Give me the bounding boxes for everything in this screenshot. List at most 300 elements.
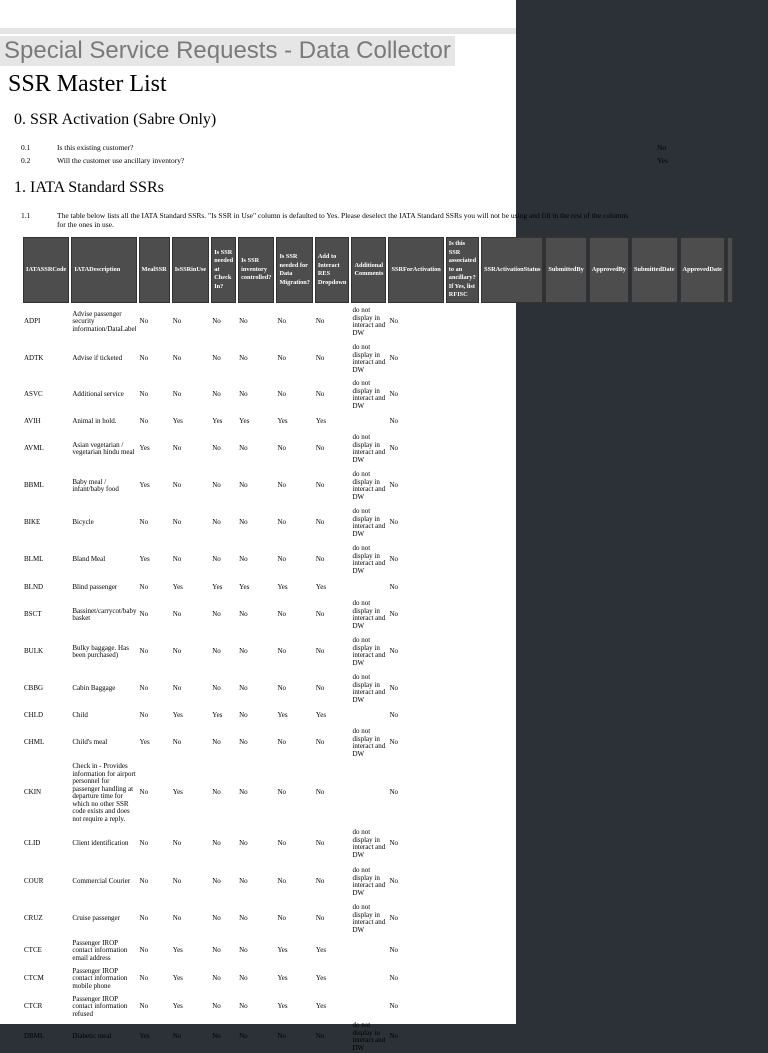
migration-cell[interactable]: No [277,839,286,848]
empty-cell[interactable] [631,377,678,413]
in-use-cell[interactable]: No [172,555,182,564]
empty-cell[interactable] [589,413,629,431]
column-header[interactable]: MealSSR [139,237,170,303]
empty-cell[interactable] [481,341,543,377]
migration-cell[interactable]: No [277,738,286,747]
empty-cell[interactable] [446,965,479,993]
interact-dropdown-cell[interactable]: No [315,555,325,564]
empty-cell[interactable] [545,505,586,541]
empty-cell[interactable] [727,633,733,671]
in-use-cell[interactable]: Yes [172,946,183,955]
empty-cell[interactable] [446,505,479,541]
meal-ssr-cell[interactable]: No [139,583,149,592]
empty-cell[interactable] [481,901,543,937]
empty-cell[interactable] [680,467,725,505]
empty-cell[interactable] [481,761,543,825]
migration-cell[interactable]: No [277,354,286,363]
empty-cell[interactable] [727,541,733,579]
empty-cell[interactable] [680,377,725,413]
interact-dropdown-cell[interactable]: No [315,444,325,453]
empty-cell[interactable] [589,579,629,597]
inventory-cell[interactable]: Yes [239,417,250,426]
comments-cell[interactable]: do not display in interact and DW [352,727,386,758]
empty-cell[interactable] [481,707,543,725]
empty-cell[interactable] [727,965,733,993]
column-header[interactable]: ApprovedDate [680,237,725,303]
inventory-cell[interactable]: No [239,354,248,363]
in-use-cell[interactable]: No [172,877,182,886]
inventory-cell[interactable]: No [239,390,248,399]
empty-cell[interactable] [446,671,479,707]
migration-cell[interactable]: No [277,444,286,453]
column-header[interactable]: Is SSR inventory controlled? [238,237,274,303]
empty-cell[interactable] [589,431,629,467]
interact-dropdown-cell[interactable]: Yes [315,946,327,955]
in-use-cell[interactable]: No [172,444,182,453]
inventory-cell[interactable]: No [239,444,248,453]
check-in-cell[interactable]: No [212,444,221,453]
inventory-cell[interactable]: No [239,317,248,326]
comments-cell[interactable] [351,993,386,1021]
inventory-cell[interactable]: No [239,839,248,848]
empty-cell[interactable] [589,541,629,579]
empty-cell[interactable] [680,541,725,579]
empty-cell[interactable] [589,633,629,671]
empty-cell[interactable] [680,937,725,965]
empty-cell[interactable] [631,633,678,671]
empty-cell[interactable] [589,377,629,413]
empty-cell[interactable] [545,863,586,901]
check-in-cell[interactable]: No [212,788,221,797]
interact-dropdown-cell[interactable]: No [315,738,325,747]
empty-cell[interactable] [545,341,586,377]
empty-cell[interactable] [727,761,733,825]
check-in-cell[interactable]: Yes [212,711,223,720]
empty-cell[interactable] [446,413,479,431]
empty-cell[interactable] [446,725,479,761]
meal-ssr-cell[interactable]: No [139,610,149,619]
in-use-cell[interactable]: No [172,738,182,747]
migration-cell[interactable]: No [277,518,286,527]
empty-cell[interactable] [545,431,586,467]
in-use-cell[interactable]: Yes [172,788,183,797]
inventory-cell[interactable]: No [239,877,248,886]
meal-ssr-cell[interactable]: Yes [139,481,150,490]
empty-cell[interactable] [481,1021,543,1053]
in-use-cell[interactable]: No [172,914,182,923]
empty-cell[interactable] [727,341,733,377]
empty-cell[interactable] [545,707,586,725]
meal-ssr-cell[interactable]: No [139,839,149,848]
column-header[interactable]: ApprovedBy [589,237,629,303]
empty-cell[interactable] [589,597,629,633]
empty-cell[interactable] [680,597,725,633]
empty-cell[interactable] [446,431,479,467]
migration-cell[interactable]: Yes [277,1002,288,1011]
meal-ssr-cell[interactable]: No [139,684,149,693]
migration-cell[interactable]: Yes [277,711,288,720]
empty-cell[interactable] [589,901,629,937]
inventory-cell[interactable]: No [239,1032,248,1041]
empty-cell[interactable] [631,725,678,761]
check-in-cell[interactable]: No [212,555,221,564]
inventory-cell[interactable]: No [239,518,248,527]
empty-cell[interactable] [446,707,479,725]
meal-ssr-cell[interactable]: No [139,317,149,326]
meal-ssr-cell[interactable]: No [139,711,149,720]
empty-cell[interactable] [631,825,678,863]
empty-cell[interactable] [589,505,629,541]
empty-cell[interactable] [481,965,543,993]
comments-cell[interactable] [351,761,386,825]
empty-cell[interactable] [481,863,543,901]
column-header[interactable]: IATASSRCode [23,237,69,303]
empty-cell[interactable] [631,671,678,707]
empty-cell[interactable] [680,579,725,597]
column-header[interactable]: SSRActivationStatus [481,237,543,303]
in-use-cell[interactable]: No [172,839,182,848]
comments-cell[interactable]: do not display in interact and DW [352,636,386,667]
inventory-cell[interactable]: No [239,610,248,619]
column-header[interactable]: Add to Interact RES Dropdown [315,237,350,303]
empty-cell[interactable] [446,825,479,863]
inventory-cell[interactable]: No [239,711,248,720]
empty-cell[interactable] [589,1021,629,1053]
empty-cell[interactable] [481,633,543,671]
empty-cell[interactable] [727,937,733,965]
meal-ssr-cell[interactable]: Yes [139,1032,150,1041]
empty-cell[interactable] [631,413,678,431]
empty-cell[interactable] [589,707,629,725]
activation-cell[interactable]: No [389,317,399,326]
meal-ssr-cell[interactable]: No [139,946,149,955]
empty-cell[interactable] [727,901,733,937]
check-in-cell[interactable]: No [212,481,221,490]
column-header[interactable]: IsSSRinUse [172,237,210,303]
question-answer-dropdown[interactable]: Yes [657,156,668,165]
empty-cell[interactable] [545,901,586,937]
in-use-cell[interactable]: No [172,518,182,527]
check-in-cell[interactable]: No [212,354,221,363]
inventory-cell[interactable]: No [239,788,248,797]
empty-cell[interactable] [481,937,543,965]
empty-cell[interactable] [545,303,586,341]
activation-cell[interactable]: No [389,914,399,923]
column-header[interactable]: Additional Comments [351,237,386,303]
check-in-cell[interactable]: No [212,914,221,923]
activation-cell[interactable]: No [389,390,399,399]
meal-ssr-cell[interactable]: No [139,390,149,399]
empty-cell[interactable] [727,863,733,901]
activation-cell[interactable]: No [389,518,399,527]
check-in-cell[interactable]: No [212,390,221,399]
check-in-cell[interactable]: No [212,1032,221,1041]
empty-cell[interactable] [680,633,725,671]
activation-cell[interactable]: No [389,647,399,656]
column-header[interactable]: IATADescription [71,237,136,303]
empty-cell[interactable] [680,993,725,1021]
empty-cell[interactable] [589,937,629,965]
column-header[interactable]: Is SSR needed for Data Migration? [276,237,312,303]
interact-dropdown-cell[interactable]: Yes [315,417,327,426]
comments-cell[interactable]: do not display in interact and DW [352,1021,386,1052]
empty-cell[interactable] [727,413,733,431]
empty-cell[interactable] [446,341,479,377]
interact-dropdown-cell[interactable]: No [315,390,325,399]
empty-cell[interactable] [446,761,479,825]
empty-cell[interactable] [727,505,733,541]
empty-cell[interactable] [545,467,586,505]
migration-cell[interactable]: No [277,1032,286,1041]
empty-cell[interactable] [589,863,629,901]
check-in-cell[interactable]: No [212,877,221,886]
activation-cell[interactable]: No [389,354,399,363]
empty-cell[interactable] [727,431,733,467]
activation-cell[interactable]: No [389,610,399,619]
empty-cell[interactable] [545,993,586,1021]
empty-cell[interactable] [631,901,678,937]
comments-cell[interactable]: do not display in interact and DW [352,507,386,538]
empty-cell[interactable] [545,413,586,431]
in-use-cell[interactable]: Yes [172,583,183,592]
activation-cell[interactable]: No [389,481,399,490]
interact-dropdown-cell[interactable]: No [315,518,325,527]
interact-dropdown-cell[interactable]: Yes [315,1002,327,1011]
activation-cell[interactable]: No [389,877,399,886]
empty-cell[interactable] [481,725,543,761]
meal-ssr-cell[interactable]: No [139,974,149,983]
empty-cell[interactable] [446,377,479,413]
interact-dropdown-cell[interactable]: No [315,1032,325,1041]
empty-cell[interactable] [589,993,629,1021]
check-in-cell[interactable]: No [212,974,221,983]
empty-cell[interactable] [631,579,678,597]
interact-dropdown-cell[interactable]: No [315,354,325,363]
inventory-cell[interactable]: No [239,974,248,983]
empty-cell[interactable] [631,993,678,1021]
empty-cell[interactable] [446,467,479,505]
empty-cell[interactable] [680,825,725,863]
interact-dropdown-cell[interactable]: No [315,914,325,923]
empty-cell[interactable] [446,633,479,671]
empty-cell[interactable] [446,863,479,901]
meal-ssr-cell[interactable]: Yes [139,444,150,453]
empty-cell[interactable] [446,901,479,937]
empty-cell[interactable] [589,725,629,761]
empty-cell[interactable] [589,761,629,825]
in-use-cell[interactable]: Yes [172,417,183,426]
migration-cell[interactable]: Yes [277,417,288,426]
question-answer-dropdown[interactable]: No [657,143,667,152]
empty-cell[interactable] [727,825,733,863]
migration-cell[interactable]: No [277,481,286,490]
comments-cell[interactable]: do not display in interact and DW [352,306,386,337]
empty-cell[interactable] [680,341,725,377]
empty-cell[interactable] [589,825,629,863]
empty-cell[interactable] [680,431,725,467]
activation-cell[interactable]: No [389,583,399,592]
activation-cell[interactable]: No [389,417,399,426]
interact-dropdown-cell[interactable]: No [315,684,325,693]
in-use-cell[interactable]: No [172,610,182,619]
migration-cell[interactable]: No [277,317,286,326]
empty-cell[interactable] [589,341,629,377]
empty-cell[interactable] [680,1021,725,1053]
empty-cell[interactable] [481,597,543,633]
check-in-cell[interactable]: No [212,1002,221,1011]
empty-cell[interactable] [446,579,479,597]
column-header[interactable]: Is this SSR associated to an ancillary? If Yes, list RFISC [446,237,479,303]
empty-cell[interactable] [631,965,678,993]
migration-cell[interactable]: Yes [277,974,288,983]
activation-cell[interactable]: No [389,738,399,747]
empty-cell[interactable] [631,707,678,725]
meal-ssr-cell[interactable]: No [139,354,149,363]
empty-cell[interactable] [545,541,586,579]
meal-ssr-cell[interactable]: Yes [139,738,150,747]
activation-cell[interactable]: No [389,946,399,955]
empty-cell[interactable] [727,597,733,633]
migration-cell[interactable]: No [277,788,286,797]
empty-cell[interactable] [481,671,543,707]
empty-cell[interactable] [680,303,725,341]
empty-cell[interactable] [545,597,586,633]
comments-cell[interactable] [351,937,386,965]
in-use-cell[interactable]: No [172,481,182,490]
column-header[interactable]: SSRForActivation [388,237,443,303]
empty-cell[interactable] [631,597,678,633]
empty-cell[interactable] [545,937,586,965]
empty-cell[interactable] [680,761,725,825]
comments-cell[interactable]: do not display in interact and DW [352,544,386,575]
inventory-cell[interactable]: No [239,555,248,564]
check-in-cell[interactable]: No [212,738,221,747]
interact-dropdown-cell[interactable]: Yes [315,974,327,983]
migration-cell[interactable]: Yes [277,583,288,592]
inventory-cell[interactable]: No [239,647,248,656]
empty-cell[interactable] [545,725,586,761]
migration-cell[interactable]: No [277,877,286,886]
empty-cell[interactable] [680,863,725,901]
activation-cell[interactable]: No [389,711,399,720]
migration-cell[interactable]: No [277,684,286,693]
migration-cell[interactable]: Yes [277,946,288,955]
comments-cell[interactable]: do not display in interact and DW [352,903,386,934]
interact-dropdown-cell[interactable]: No [315,481,325,490]
empty-cell[interactable] [589,671,629,707]
comments-cell[interactable] [351,413,386,431]
empty-cell[interactable] [481,303,543,341]
comments-cell[interactable]: do not display in interact and DW [352,343,386,374]
empty-cell[interactable] [631,341,678,377]
empty-cell[interactable] [481,505,543,541]
check-in-cell[interactable]: No [212,610,221,619]
empty-cell[interactable] [631,505,678,541]
column-header[interactable]: SubmittedDate [631,237,678,303]
empty-cell[interactable] [446,993,479,1021]
empty-cell[interactable] [545,965,586,993]
interact-dropdown-cell[interactable]: No [315,610,325,619]
empty-cell[interactable] [727,707,733,725]
interact-dropdown-cell[interactable]: Yes [315,711,327,720]
meal-ssr-cell[interactable]: No [139,877,149,886]
meal-ssr-cell[interactable]: No [139,914,149,923]
meal-ssr-cell[interactable]: No [139,788,149,797]
activation-cell[interactable]: No [389,555,399,564]
empty-cell[interactable] [631,303,678,341]
check-in-cell[interactable]: No [212,839,221,848]
interact-dropdown-cell[interactable]: No [315,317,325,326]
empty-cell[interactable] [727,467,733,505]
check-in-cell[interactable]: Yes [212,583,223,592]
activation-cell[interactable]: No [389,974,399,983]
empty-cell[interactable] [631,431,678,467]
column-header[interactable]: Is SSR needed at Check In? [211,237,236,303]
comments-cell[interactable]: do not display in interact and DW [352,828,386,859]
inventory-cell[interactable]: Yes [239,583,250,592]
empty-cell[interactable] [446,597,479,633]
check-in-cell[interactable]: Yes [212,417,223,426]
in-use-cell[interactable]: No [172,684,182,693]
comments-cell[interactable]: do not display in interact and DW [352,866,386,897]
empty-cell[interactable] [481,993,543,1021]
migration-cell[interactable]: No [277,390,286,399]
interact-dropdown-cell[interactable]: Yes [315,583,327,592]
comments-cell[interactable]: do not display in interact and DW [352,599,386,630]
empty-cell[interactable] [446,1021,479,1053]
activation-cell[interactable]: No [389,684,399,693]
inventory-cell[interactable]: No [239,481,248,490]
inventory-cell[interactable]: No [239,914,248,923]
empty-cell[interactable] [727,579,733,597]
check-in-cell[interactable]: No [212,647,221,656]
empty-cell[interactable] [680,965,725,993]
migration-cell[interactable]: No [277,914,286,923]
empty-cell[interactable] [481,377,543,413]
empty-cell[interactable] [680,671,725,707]
empty-cell[interactable] [727,303,733,341]
activation-cell[interactable]: No [389,1002,399,1011]
comments-cell[interactable]: do not display in interact and DW [352,673,386,704]
empty-cell[interactable] [727,671,733,707]
empty-cell[interactable] [589,467,629,505]
inventory-cell[interactable]: No [239,684,248,693]
empty-cell[interactable] [481,541,543,579]
in-use-cell[interactable]: No [172,1032,182,1041]
migration-cell[interactable]: No [277,647,286,656]
comments-cell[interactable]: do not display in interact and DW [352,379,386,410]
check-in-cell[interactable]: No [212,684,221,693]
activation-cell[interactable]: No [389,444,399,453]
empty-cell[interactable] [545,825,586,863]
in-use-cell[interactable]: Yes [172,974,183,983]
empty-cell[interactable] [545,579,586,597]
in-use-cell[interactable]: No [172,317,182,326]
empty-cell[interactable] [481,825,543,863]
meal-ssr-cell[interactable]: No [139,647,149,656]
interact-dropdown-cell[interactable]: No [315,877,325,886]
meal-ssr-cell[interactable]: No [139,518,149,527]
inventory-cell[interactable]: No [239,1002,248,1011]
empty-cell[interactable] [727,1021,733,1053]
comments-cell[interactable] [351,579,386,597]
empty-cell[interactable] [631,863,678,901]
empty-cell[interactable] [545,671,586,707]
interact-dropdown-cell[interactable]: No [315,647,325,656]
empty-cell[interactable] [680,901,725,937]
empty-cell[interactable] [481,579,543,597]
inventory-cell[interactable]: No [239,946,248,955]
